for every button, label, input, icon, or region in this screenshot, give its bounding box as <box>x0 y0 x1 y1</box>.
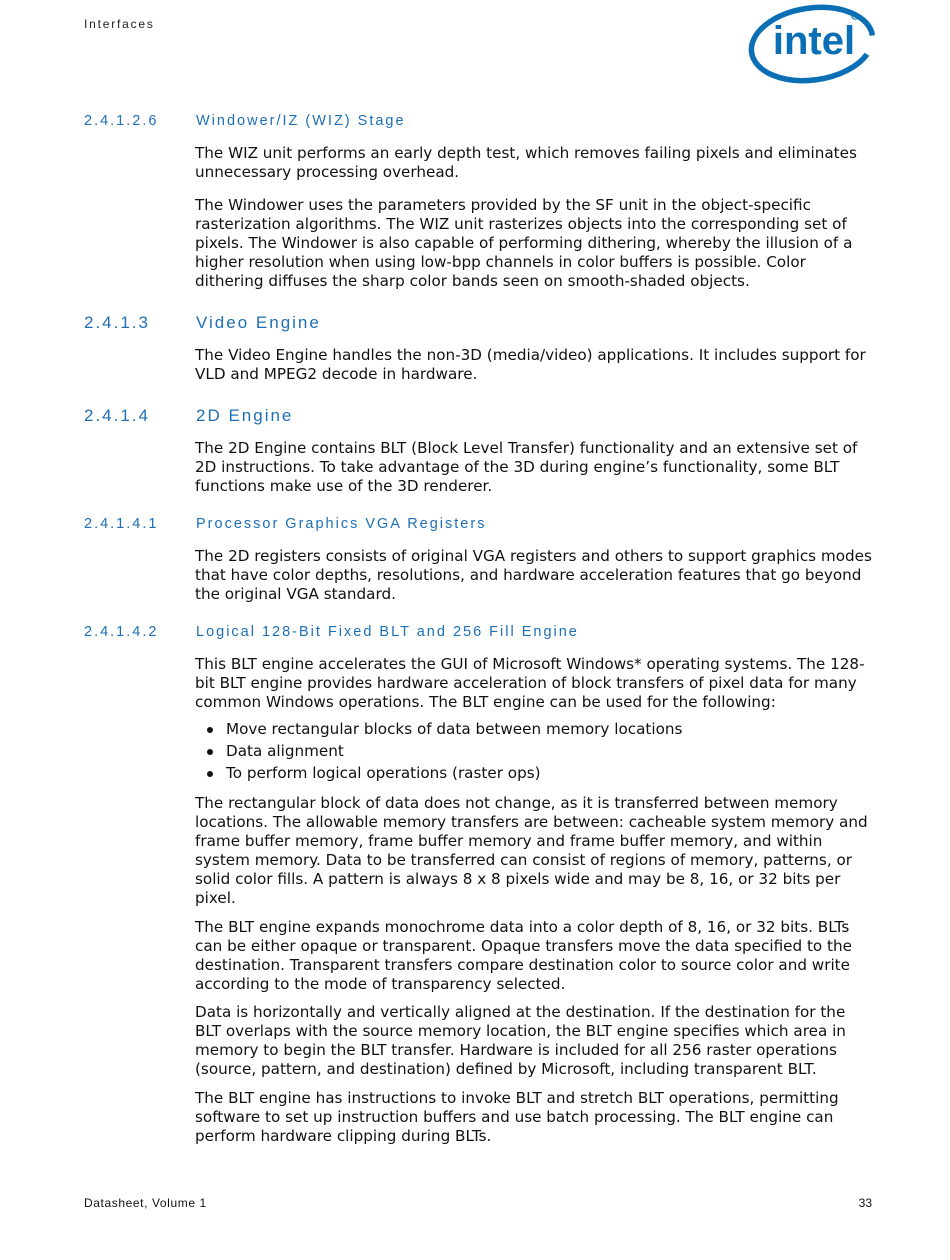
section-title: 2D Engine <box>196 406 294 425</box>
list-item-text: Move rectangular blocks of data between memory locations <box>226 720 683 738</box>
section-number: 2.4.1.4 <box>84 406 150 425</box>
paragraph: The BLT engine has instructions to invoke BLT and stretch BLT operations, permitting software to set up instruction buffers and use batch processing. The BLT engine can perform hardware clipping during BLTs. <box>195 1089 839 1145</box>
paragraph: The Windower uses the parameters provided by the SF unit in the object-specific rasterization algorithms. The WIZ unit rasterizes objects into the corresponding set of pixels. The Windower is also capable of performing dithering, whereby the illusion of a higher resolution when using low-bpp channels in color buffers is possible. Color dithering diffuses the sharp color bands seen on smooth-shaded objects. <box>195 196 853 290</box>
section-title: Video Engine <box>196 313 321 332</box>
section-number: 2.4.1.2.6 <box>84 113 159 129</box>
paragraph: The 2D Engine contains BLT (Block Level Transfer) functionality and an extensive set of 2D instructions. To take advantage of the 3D during engine’s functionality, some BLT functions make use of the 3D renderer. <box>195 439 858 495</box>
bullet-icon <box>207 727 213 733</box>
footer-document-name: Datasheet, Volume 1 <box>84 1196 207 1210</box>
bullet-icon <box>207 771 213 777</box>
intel-logo-text: intel <box>772 19 856 63</box>
list-item <box>195 742 875 764</box>
paragraph: This BLT engine accelerates the GUI of Microsoft Windows* operating systems. The 128-bit BLT engine provides hardware acceleration of block transfers of pixel data for many common Windows operations. The BLT engine can be used for the following: <box>195 655 865 711</box>
section-title: Windower/IZ (WIZ) Stage <box>196 113 406 129</box>
bullet-icon <box>207 749 213 755</box>
list-item-text: To perform logical operations (raster ops) <box>226 764 541 782</box>
list-item <box>195 764 875 786</box>
paragraph: The rectangular block of data does not change, as it is transferred between memory locations. The allowable memory transfers are between: cacheable system memory and frame buffer memory, frame buffer memory and frame buffer memory, and within system memory. Data to be transferred can consist of regions of memory, patterns, or solid color fills. A pattern is always 8 x 8 pixels wide and may be 8, 16, or 32 bits per pixel. <box>195 794 868 907</box>
list-item-text: Data alignment <box>226 742 344 760</box>
paragraph: The Video Engine handles the non-3D (media/video) applications. It includes support for VLD and MPEG2 decode in hardware. <box>195 346 866 383</box>
running-header: Interfaces <box>84 17 155 31</box>
section-title: Processor Graphics VGA Registers <box>196 516 487 532</box>
bullet-list <box>195 720 875 786</box>
section-number: 2.4.1.4.1 <box>84 516 159 532</box>
section-number: 2.4.1.4.2 <box>84 624 159 640</box>
paragraph: Data is horizontally and vertically aligned at the destination. If the destination for the BLT overlaps with the source memory location, the BLT engine specifies which area in memory to begin the BLT transfer. Hardware is included for all 256 raster operations (source, pattern, and destination) defined by Microsoft, including transparent BLT. <box>195 1003 846 1078</box>
paragraph: The 2D registers consists of original VGA registers and others to support graphics modes that have color depths, resolutions, and hardware acceleration features that go beyond the original VGA standard. <box>195 547 872 603</box>
intel-logo <box>744 2 878 86</box>
section-title: Logical 128-Bit Fixed BLT and 256 Fill Engine <box>196 624 579 640</box>
paragraph: The WIZ unit performs an early depth test, which removes failing pixels and eliminates unnecessary processing overhead. <box>195 144 857 181</box>
list-item <box>195 720 875 742</box>
section-number: 2.4.1.3 <box>84 313 150 332</box>
footer-page-number: 33 <box>858 1196 872 1210</box>
paragraph: The BLT engine expands monochrome data into a color depth of 8, 16, or 32 bits. BLTs can be either opaque or transparent. Opaque transfers move the data specified to the destination. Transparent transfers compare destination color to source color and write according to the mode of transparency selected. <box>195 918 852 993</box>
